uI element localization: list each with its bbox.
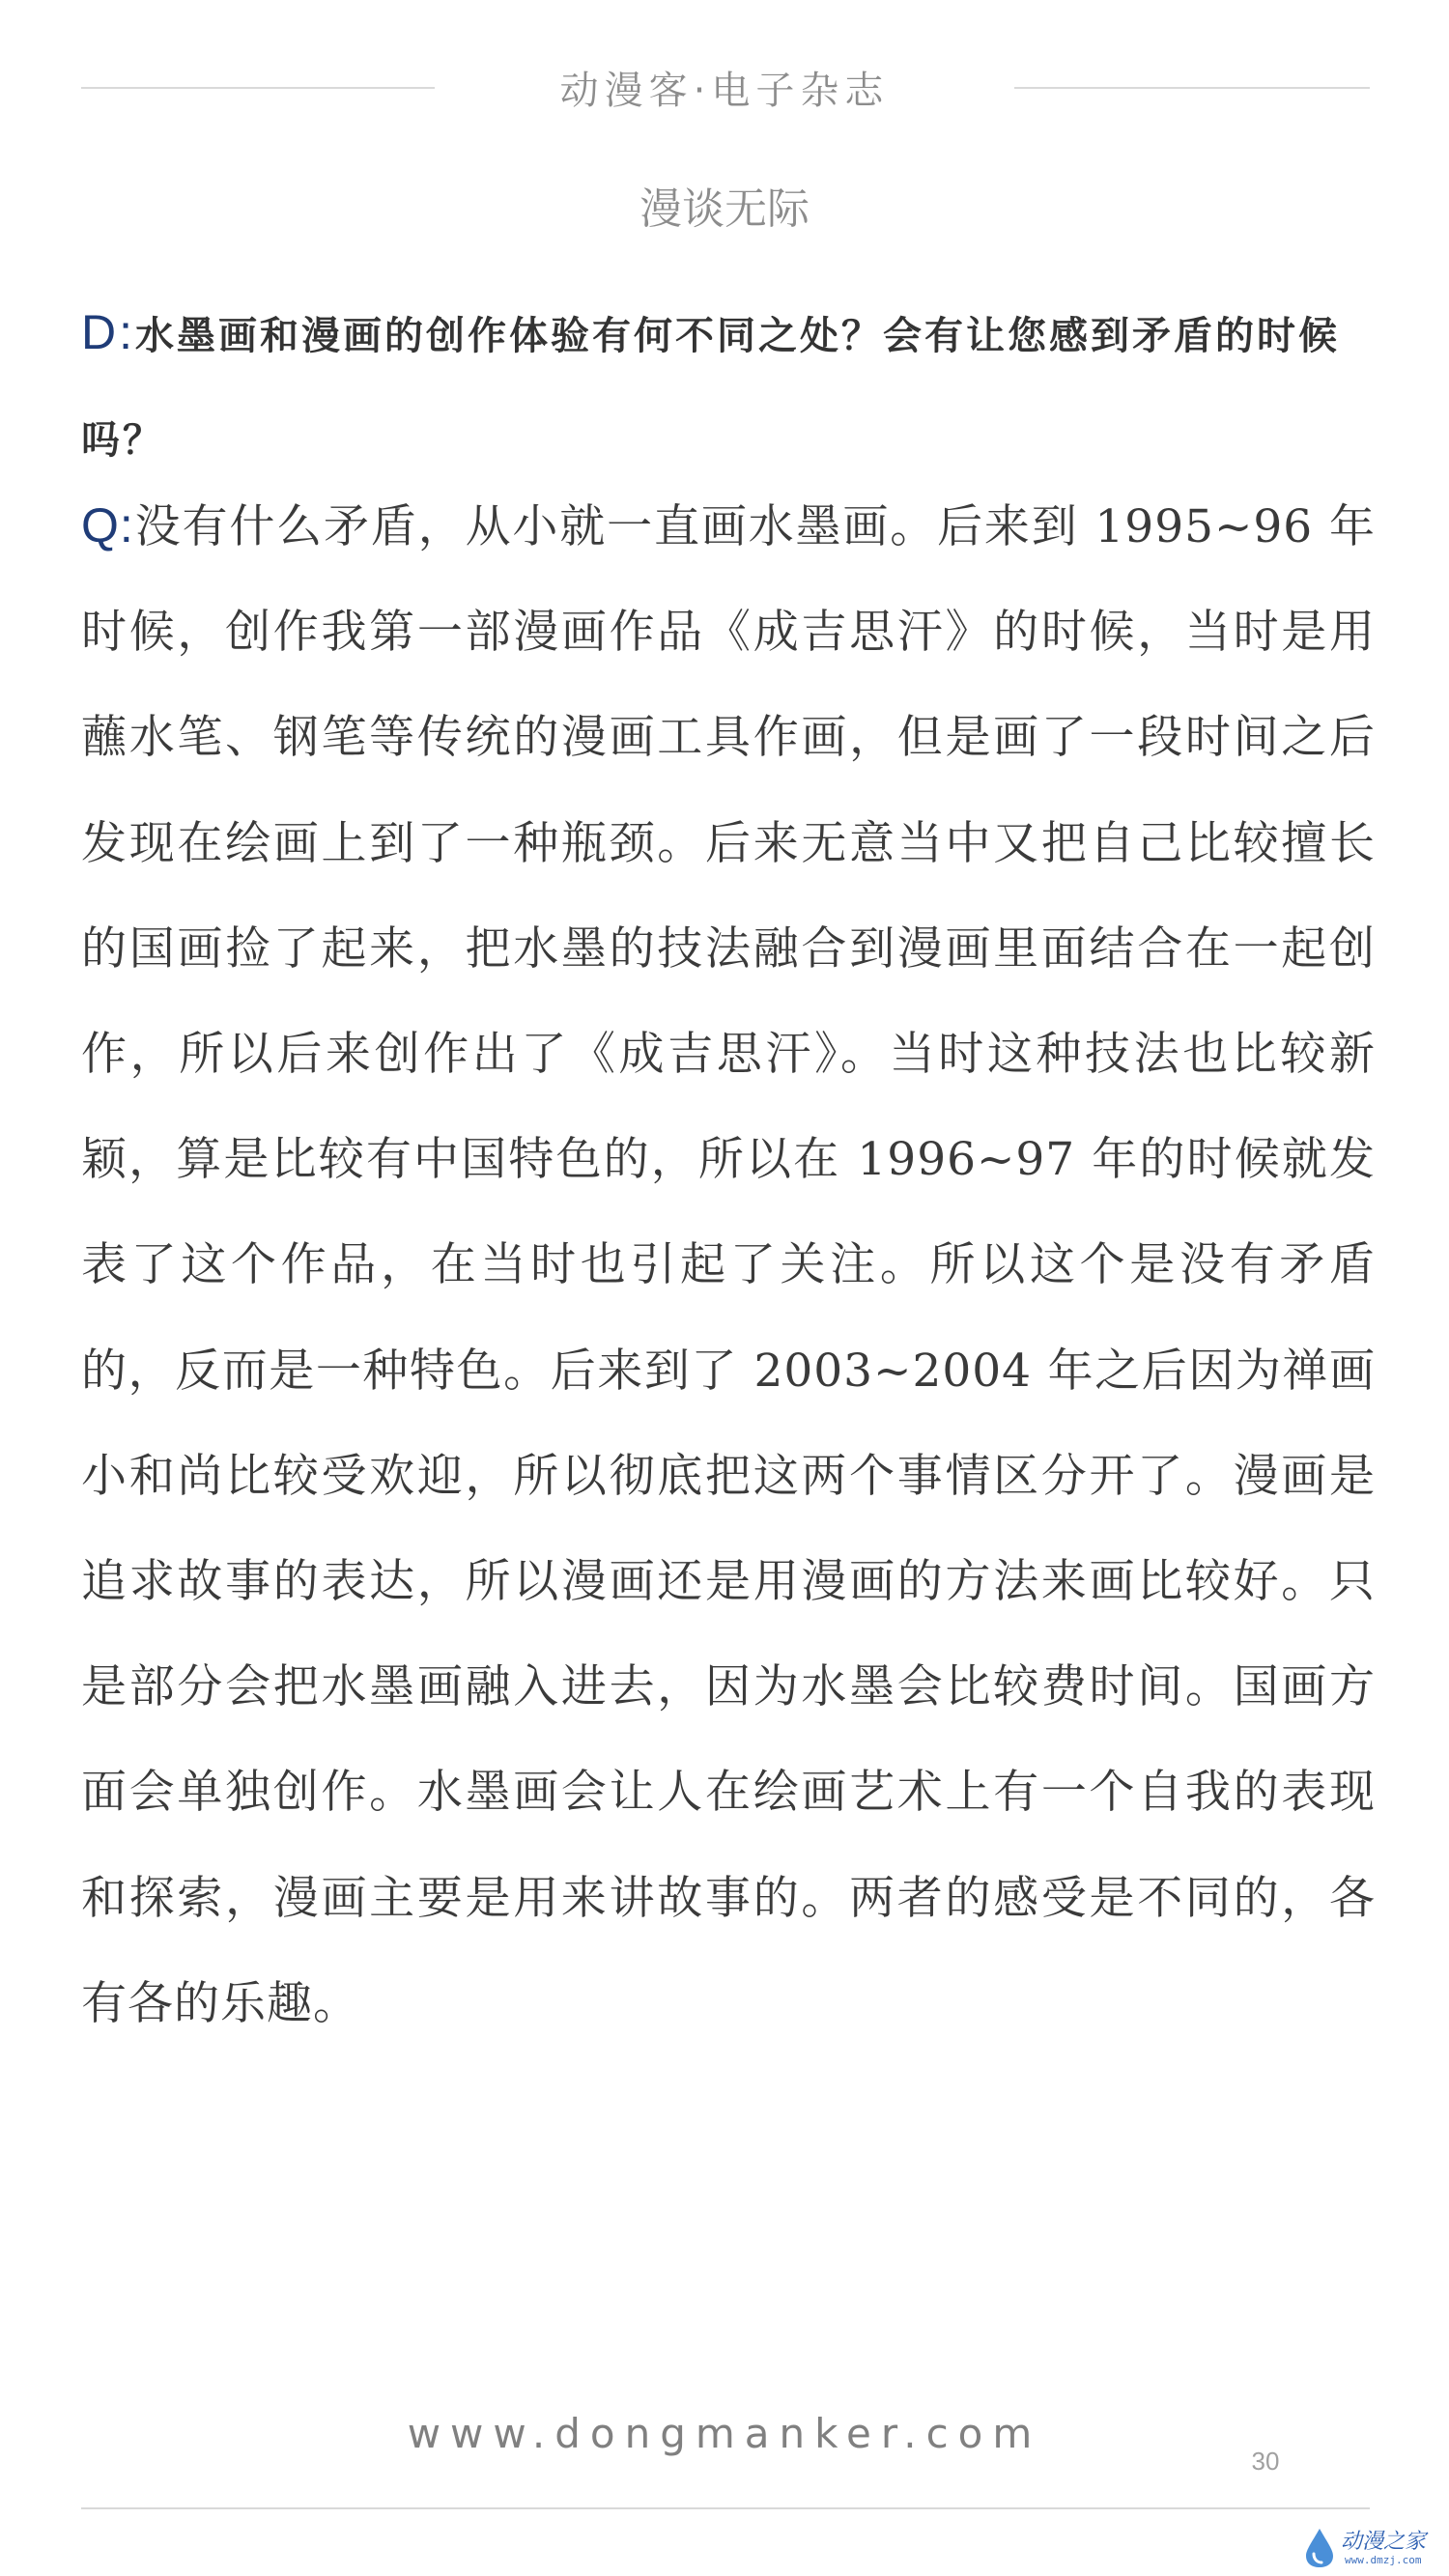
question-marker: D:: [81, 305, 135, 359]
page-number: 30: [1251, 2447, 1280, 2476]
footer-website: www.dongmanker.com: [407, 2410, 1042, 2457]
answer-text: 没有什么矛盾，从小就一直画水墨画。后来到 1995~96 年时候，创作我第一部漫画作品《成吉思汗》的时候，当时是用蘸水笔、钢笔等传统的漫画工具作画，但是画了一段时间之后发现在绘画上到了一种瓶颈。后来无意当中又把自己比较擅长的国画捡了起来，把水墨的技法融合到漫画里面结合在一起创作，所以后来创作出了《成吉思汗》。当时这种技法也比较新颖，算是比较有中国特色的，所以在 1996~97 年的时候就发表了这个作品，在当时也引起了关注。所以这个是没有矛盾的，反而是一种特色。后来到了 2003~2004 年之后因为禅画小和尚比较受欢迎，所以彻底把这两个事情区分开了。漫画是追求故事的表达，所以漫画还是用漫画的方法来画比较好。只是部分会把水墨画融入进去，因为水墨会比较费时间。国画方面会单独创作。水墨画会让人在绘画艺术上有一个自我的表现和探索，漫画主要是用来讲故事的。两者的感受是不同的，各有各的乐趣。: [81, 500, 1376, 2030]
watermark-brand: 动漫之家: [1341, 2530, 1427, 2554]
magazine-header: [0, 60, 1449, 118]
watermark-url: www.dmzj.com: [1345, 2554, 1422, 2566]
droplet-icon: [1302, 2527, 1337, 2569]
header-rule-right: [1014, 87, 1370, 89]
interview-answer: [81, 473, 1376, 2056]
question-text: 水墨画和漫画的创作体验有何不同之处？会有让您感到矛盾的时候吗？: [81, 314, 1340, 463]
magazine-title: 动漫客·电子杂志: [559, 69, 890, 113]
footer-rule: [81, 2507, 1370, 2509]
interview-question: [81, 280, 1376, 493]
watermark-logo: [1302, 2521, 1447, 2574]
section-title: 漫谈无际: [639, 184, 810, 234]
header-rule-left: [81, 87, 435, 89]
answer-marker: Q:: [81, 498, 134, 552]
